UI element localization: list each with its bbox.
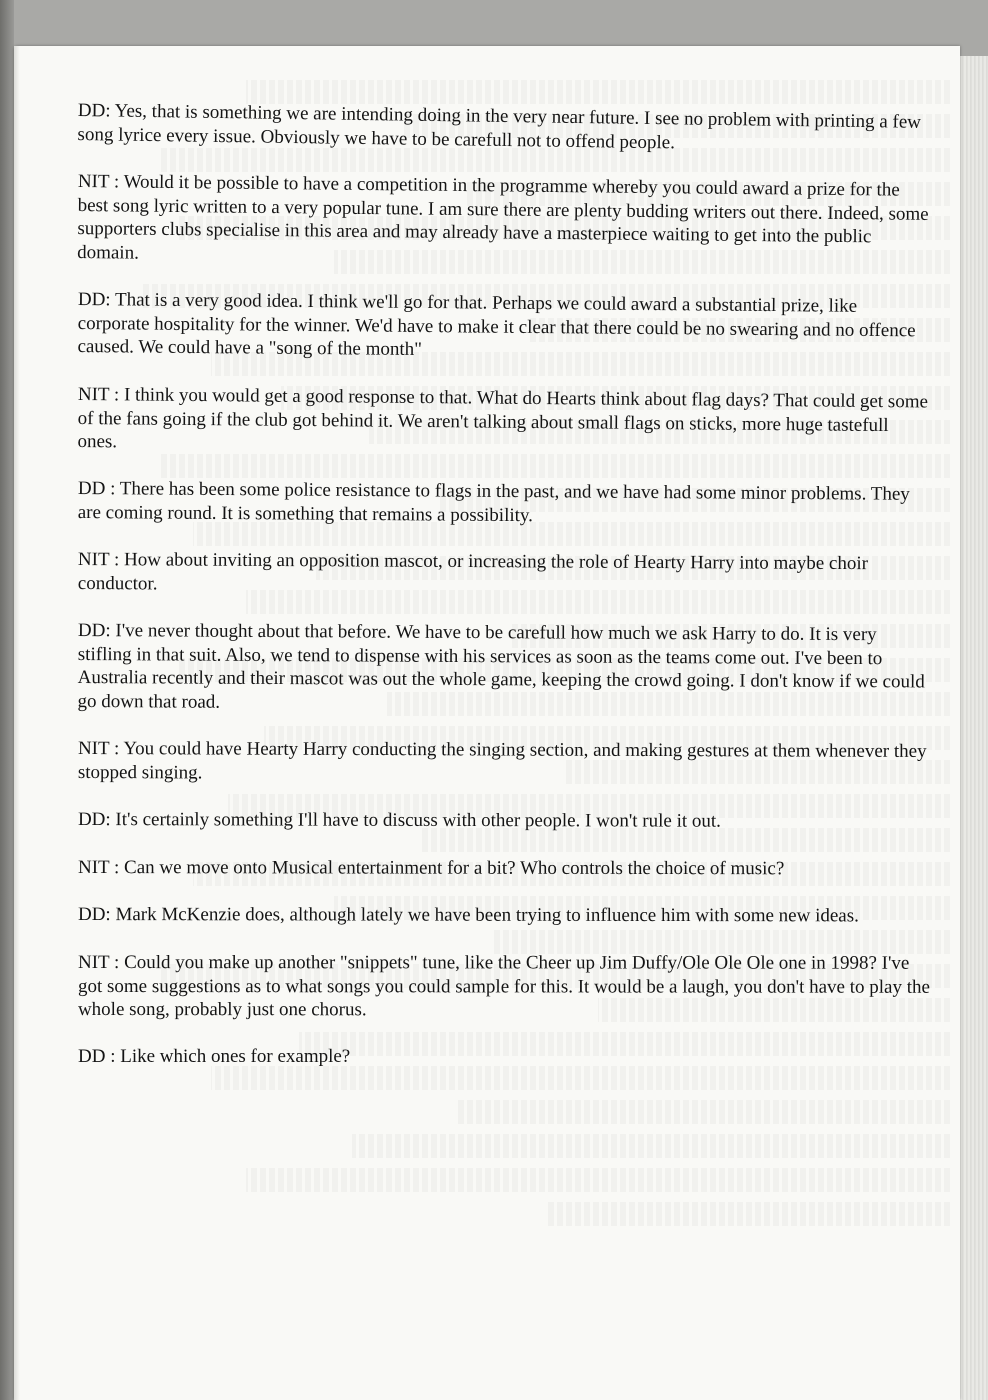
interview-paragraph: DD: It's certainly something I'll have to discuss with other people. I won't rule it out. [77, 809, 721, 832]
page-stack-edge [959, 56, 988, 1400]
interview-paragraph: NIT : Could you make up another "snippets" tune, like the Cheer up Jim Duffy/Ole Ole Ole one in 1998? I've got some suggestions as to what songs you could sample for this. It would be a laugh, you don't have to play the whole song, probably just one chorus. [77, 951, 930, 1020]
interview-paragraph: DD: Yes, that is something we are intending doing in the very near future. I see no problem with printing a few song lyrice every issue. Obviously we have to be carefull not to offend people. [77, 99, 922, 153]
interview-paragraph: DD: I've never thought about that before. We have to be carefull how much we ask Harry to do. It is very stifling in that suit. Also, we tend to dispense with his services as soon as the teams come out. I've been to Australia recently and their mascot was out the whole game, keeping the crowd going. I don't know if we could go down that road. [77, 620, 925, 713]
interview-text [78, 99, 930, 1093]
interview-paragraph: NIT : You could have Hearty Harry conducting the singing section, and making gestures at them whenever they stopped singing. [77, 738, 927, 783]
interview-paragraph: DD: Mark McKenzie does, although lately we have been trying to influence him with some new ideas. [77, 904, 859, 927]
interview-paragraph: NIT : Would it be possible to have a competition in the programme whereby you could award a prize for the best song lyric written to a very popular tune. I am sure there are plenty budding writers out there. Indeed, some supporters clubs specialise in this area and may already have a masterpiece waiting to get into the public domain. [77, 170, 929, 264]
interview-paragraph: NIT : How about inviting an opposition mascot, or increasing the role of Hearty Harry into maybe choir conductor. [77, 549, 869, 594]
page-fold-shadow [14, 46, 20, 1400]
interview-paragraph: NIT : I think you would get a good response to that. What do Hearts think about flag days? That could get some of the fans going if the club got behind it. We aren't talking about small flags on sticks, more huge tastefull ones. [77, 383, 929, 452]
interview-paragraph: NIT : Can we move onto Musical entertainment for a bit? Who controls the choice of music? [77, 856, 785, 879]
interview-paragraph: DD : Like which ones for example? [78, 1046, 351, 1067]
binding-edge [0, 0, 14, 1400]
interview-paragraph: DD: That is a very good idea. I think we'll go for that. Perhaps we could award a substantial prize, like corporate hospitality for the winner. We'd have to make it clear that there could be no swearing and no offence caused. We could have a "song of the month" [77, 288, 916, 361]
interview-paragraph: DD : There has been some police resistance to flags in the past, and we have had some minor problems. They are coming round. It is something that remains a possibility. [77, 477, 910, 526]
